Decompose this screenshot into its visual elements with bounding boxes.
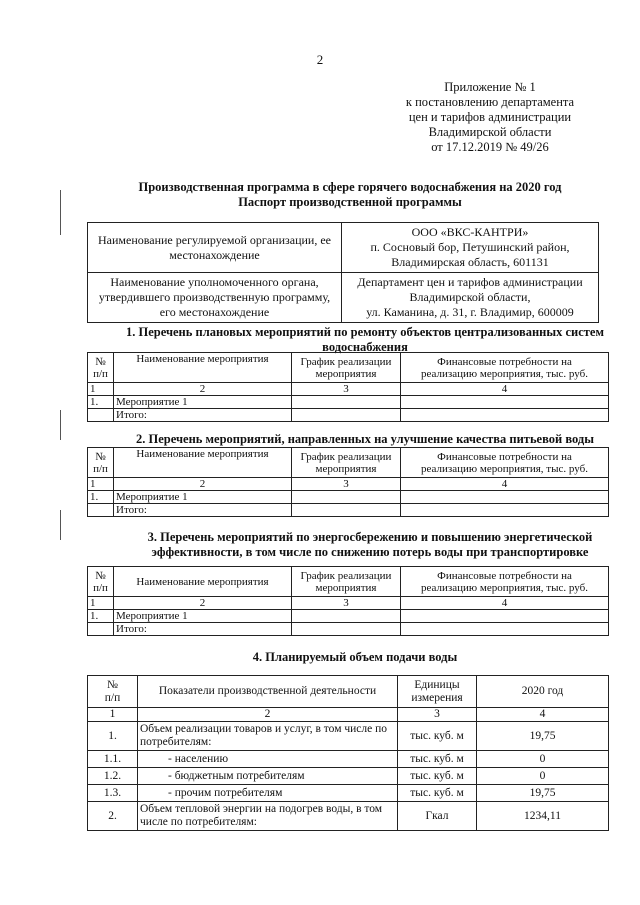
text-line: Финансовые потребности на (437, 450, 572, 463)
scan-mark (60, 410, 61, 440)
row-schedule (292, 396, 401, 409)
col-finance-header (401, 448, 609, 478)
row-finance (401, 396, 609, 409)
text-line: мероприятия (315, 462, 377, 475)
text-line: п/п (93, 462, 108, 475)
row-num: 1. (88, 396, 114, 409)
row-num (88, 623, 114, 636)
index-cell: 1 (88, 383, 114, 396)
row-schedule (292, 491, 401, 504)
index-cell: 1 (88, 597, 114, 610)
col-schedule-header (292, 353, 401, 383)
title-line: Производственная программа в сфере горячего водоснабжения на 2020 год (138, 180, 562, 194)
row-num: 1.1. (88, 751, 138, 768)
heading-line: эффективности, в том числе по снижению потерь воды при транспортировке (151, 545, 589, 559)
index-cell: 1 (88, 478, 114, 491)
index-cell: 2 (138, 708, 398, 722)
row-value: 19,75 (477, 722, 609, 751)
col-num-header (88, 353, 114, 383)
row-schedule (292, 610, 401, 623)
row-finance (401, 623, 609, 636)
passport-authority-label (88, 273, 342, 323)
index-cell: 2 (114, 383, 292, 396)
appendix-line: от 17.12.2019 № 49/26 (431, 140, 549, 154)
row-name: Мероприятие 1 (114, 491, 292, 504)
index-cell: 1 (88, 708, 138, 722)
col-finance-header (401, 353, 609, 383)
text-line: мероприятия (315, 367, 377, 380)
col-num-header (88, 676, 138, 708)
section3-heading (75, 530, 640, 560)
index-cell: 3 (292, 383, 401, 396)
col-indicator-header: Показатели производственной деятельности (138, 676, 398, 708)
row-value: 19,75 (477, 785, 609, 802)
appendix-line: цен и тарифов администрации (408, 110, 572, 124)
text-line: потребителям: (140, 736, 212, 748)
text-line: реализацию мероприятия, тыс. руб. (421, 581, 588, 594)
row-num (88, 504, 114, 517)
index-cell: 3 (292, 597, 401, 610)
row-indicator: - бюджетным потребителям (138, 768, 398, 785)
row-value: 0 (477, 751, 609, 768)
text-line: реализацию мероприятия, тыс. руб. (421, 367, 588, 380)
title-line: Паспорт производственной программы (238, 195, 462, 209)
row-schedule (292, 623, 401, 636)
row-name: Мероприятие 1 (114, 610, 292, 623)
passport-authority-value (342, 273, 599, 323)
row-unit: тыс. куб. м (398, 768, 477, 785)
text-line: его местонахождение (159, 305, 270, 319)
section3-table (87, 566, 609, 636)
page-number: 2 (316, 52, 324, 67)
text-line: № (95, 450, 106, 463)
row-indicator (138, 722, 398, 751)
index-cell: 3 (292, 478, 401, 491)
text-line: мероприятия (315, 581, 377, 594)
col-num-header (88, 567, 114, 597)
row-unit: тыс. куб. м (398, 785, 477, 802)
section2-table (87, 447, 609, 517)
row-indicator: - прочим потребителям (138, 785, 398, 802)
row-indicator (138, 802, 398, 831)
row-name: Мероприятие 1 (114, 396, 292, 409)
row-unit: Гкал (398, 802, 477, 831)
text-line: Владимирской области, (409, 290, 531, 304)
appendix-line: к постановлению департамента (405, 95, 575, 109)
section2-heading: 2. Перечень мероприятий, направленных на улучшение качества питьевой воды (136, 432, 594, 446)
index-cell: 4 (477, 708, 609, 722)
row-finance (401, 491, 609, 504)
row-num (88, 409, 114, 422)
total-label: Итого: (114, 623, 292, 636)
col-name-header: Наименование мероприятия (114, 567, 292, 597)
text-line: реализацию мероприятия, тыс. руб. (421, 462, 588, 475)
heading-line: 1. Перечень плановых мероприятий по ремонту объектов централизованных систем (126, 325, 604, 339)
row-num: 1.2. (88, 768, 138, 785)
text-line: местонахождение (169, 247, 260, 262)
col-unit-header (398, 676, 477, 708)
text-line: Наименование уполномоченного органа, (110, 275, 319, 289)
row-finance (401, 610, 609, 623)
appendix-line: Приложение № 1 (444, 80, 536, 94)
row-num: 1. (88, 610, 114, 623)
text-line: Финансовые потребности на (437, 355, 572, 368)
text-line: ул. Каманина, д. 31, г. Владимир, 600009 (366, 305, 574, 319)
text-line: п. Сосновый бор, Петушинский район, (370, 240, 570, 254)
row-value: 0 (477, 768, 609, 785)
index-cell: 4 (401, 478, 609, 491)
total-label: Итого: (114, 409, 292, 422)
index-cell: 2 (114, 478, 292, 491)
section1-heading (70, 325, 640, 355)
col-schedule-header (292, 448, 401, 478)
row-schedule (292, 409, 401, 422)
text-line: Финансовые потребности на (437, 569, 572, 582)
text-line: График реализации (300, 450, 392, 463)
row-finance (401, 409, 609, 422)
scan-mark (60, 510, 61, 540)
passport-table (87, 222, 599, 323)
text-line: измерения (411, 691, 463, 704)
col-num-header (88, 448, 114, 478)
text-line: п/п (93, 581, 108, 594)
row-schedule (292, 504, 401, 517)
text-line: утвердившего производственную программу, (98, 290, 331, 304)
appendix-block (390, 80, 590, 155)
text-line: числе по потребителям: (140, 816, 257, 828)
text-line: Объем реализации товаров и услуг, в том числе по (140, 723, 388, 735)
total-label: Итого: (114, 504, 292, 517)
text-line: № (107, 678, 118, 691)
section1-table (87, 352, 609, 422)
heading-line: 3. Перечень мероприятий по энергосбережению и повышению энергетической (147, 530, 593, 544)
section4-table (87, 675, 609, 831)
appendix-line: Владимирской области (428, 125, 552, 139)
col-finance-header (401, 567, 609, 597)
row-indicator: - населению (138, 751, 398, 768)
passport-org-label (88, 223, 342, 273)
col-name-header: Наименование мероприятия (114, 448, 292, 478)
passport-org-value (342, 223, 599, 273)
text-line: № (95, 355, 106, 368)
row-finance (401, 504, 609, 517)
row-num: 1. (88, 722, 138, 751)
text-line: ООО «ВКС-КАНТРИ» (411, 225, 529, 239)
text-line: Единицы (414, 678, 460, 691)
text-line: График реализации (300, 355, 392, 368)
row-num: 1. (88, 491, 114, 504)
col-year-header: 2020 год (477, 676, 609, 708)
text-line: п/п (93, 367, 108, 380)
section4-heading: 4. Планируемый объем подачи воды (252, 650, 458, 664)
index-cell: 4 (401, 383, 609, 396)
col-name-header: Наименование мероприятия (114, 353, 292, 383)
text-line: Объем тепловой энергии на подогрев воды, в том (140, 803, 383, 815)
row-unit: тыс. куб. м (398, 722, 477, 751)
document-title (60, 180, 640, 210)
text-line: Департамент цен и тарифов администрации (357, 275, 583, 289)
row-num: 1.3. (88, 785, 138, 802)
index-cell: 4 (401, 597, 609, 610)
text-line: Наименование регулируемой организации, ее (98, 232, 331, 247)
index-cell: 2 (114, 597, 292, 610)
heading-line: водоснабжения (322, 340, 408, 354)
text-line: Владимирская область, 601131 (391, 255, 549, 269)
text-line: График реализации (300, 569, 392, 582)
index-cell: 3 (398, 708, 477, 722)
row-num: 2. (88, 802, 138, 831)
text-line: № (95, 569, 106, 582)
row-value: 1234,11 (477, 802, 609, 831)
col-schedule-header (292, 567, 401, 597)
text-line: п/п (104, 691, 121, 704)
row-unit: тыс. куб. м (398, 751, 477, 768)
